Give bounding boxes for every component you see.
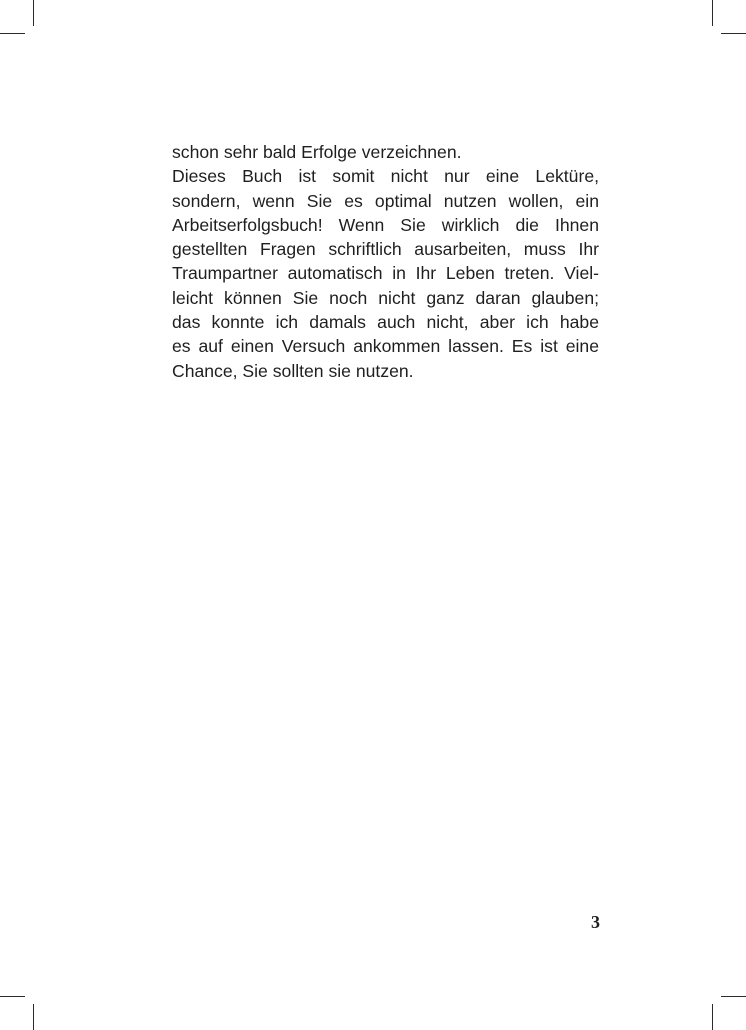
text-line: Arbeitserfolgsbuch! Wenn Sie wirklich die Ihnen (172, 214, 599, 235)
text-line: Chance, Sie sollten sie nutzen. (172, 360, 414, 381)
text-line: gestellten Fragen schriftlich ausarbeiten, muss Ihr (172, 239, 599, 260)
text-line: Traumpartner automatisch in Ihr Leben treten. Viel- (172, 263, 599, 284)
text-line: sondern, wenn Sie es optimal nutzen wollen, ein (172, 190, 599, 211)
crop-mark-bottom-right-horizontal (721, 996, 746, 997)
crop-mark-top-left-horizontal (0, 33, 25, 34)
crop-mark-top-right-vertical (712, 0, 713, 26)
text-line: es auf einen Versuch ankommen lassen. Es ist eine (172, 336, 599, 357)
body-text (172, 140, 599, 383)
crop-mark-bottom-left-horizontal (0, 996, 25, 997)
crop-mark-top-right-horizontal (721, 33, 746, 34)
crop-mark-top-left-vertical (33, 0, 34, 26)
text-line: Dieses Buch ist somit nicht nur eine Lektüre, (172, 166, 599, 187)
crop-mark-bottom-right-vertical (712, 1004, 713, 1030)
page-number: 3 (591, 912, 600, 932)
text-line: schon sehr bald Erfolge verzeichnen. (172, 142, 462, 162)
text-line: leicht können Sie noch nicht ganz daran glauben; (172, 287, 599, 308)
crop-mark-bottom-left-vertical (33, 1004, 34, 1030)
text-line: das konnte ich damals auch nicht, aber ich habe (172, 312, 599, 333)
